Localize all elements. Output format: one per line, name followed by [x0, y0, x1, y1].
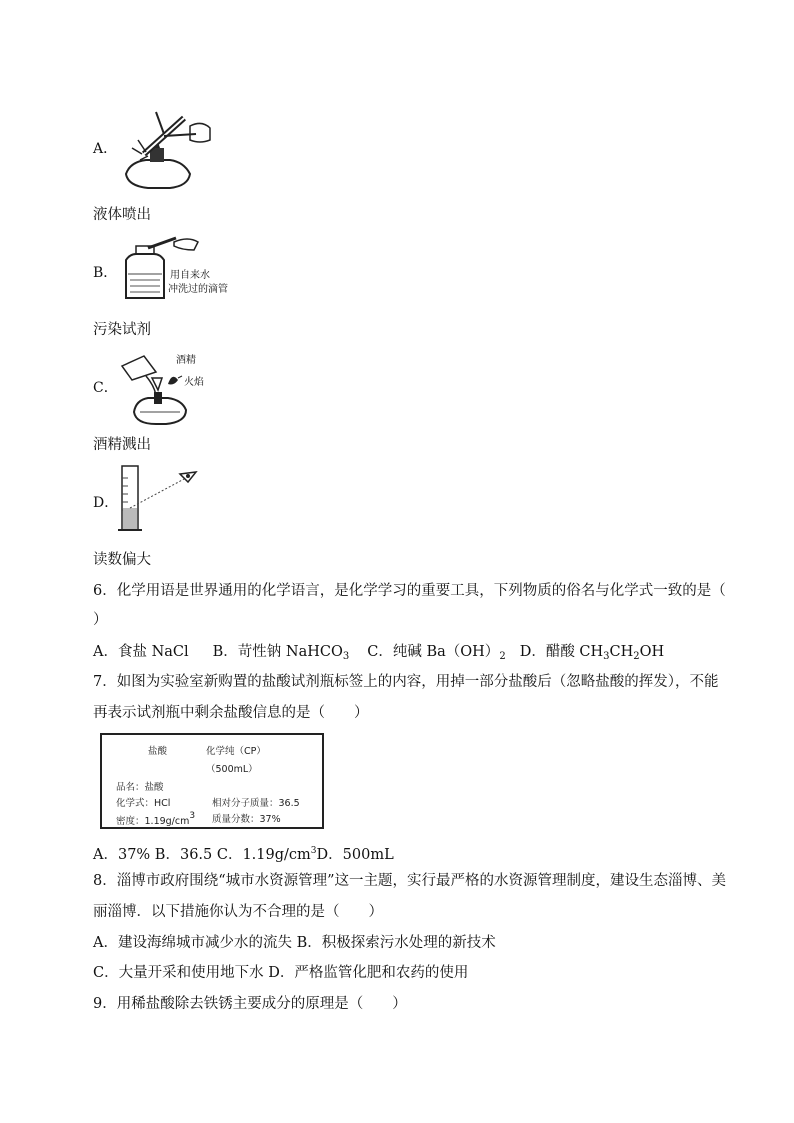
alcohol-lamp-refill-icon	[116, 348, 220, 426]
option-c-label: C．	[93, 380, 118, 396]
q6-option-c: C．纯碱 $Ba(OH)_2$	[367, 644, 506, 662]
label-fraction: 质量分数：37%	[212, 814, 281, 825]
q9-stem: 9．用稀盐酸除去铁锈主要成分的原理是（ ）	[93, 996, 407, 1012]
reagent-label-card	[100, 733, 324, 829]
q6-options	[93, 642, 664, 667]
dropper-caption-line1: 用自来水	[170, 270, 210, 281]
label-density: 密度：$1.19g/cm^3$	[116, 811, 196, 827]
label-formula: 化学式：HCl	[116, 798, 171, 809]
option-d-label: D．	[93, 495, 119, 511]
option-a-caption: 液体喷出	[93, 207, 151, 223]
label-volume: （500mL）	[206, 764, 258, 775]
label-grade: 化学纯（CP）	[206, 746, 266, 757]
label-name: 盐酸	[148, 746, 168, 757]
figure-label-alcohol: 酒精	[176, 355, 196, 366]
test-tube-heating-icon	[118, 104, 214, 192]
q7-stem-line1: 7．如图为实验室新购置的盐酸试剂瓶标签上的内容，用掉一部分盐酸后（忽略盐酸的挥发），不能	[93, 674, 719, 690]
option-a-label: A．	[93, 141, 118, 157]
q6-stem-line1: 6．化学用语是世界通用的化学语言，是化学学习的重要工具，下列物质的俗名与化学式一致的是（	[93, 583, 726, 599]
dropper-caption-line2: 冲洗过的滴管	[168, 284, 228, 295]
q6-stem-line2: ）	[93, 612, 108, 628]
label-molar-mass: 相对分子质量：36.5	[212, 798, 300, 809]
option-c-caption: 酒精溅出	[93, 437, 151, 453]
option-b-caption: 污染试剂	[93, 322, 151, 338]
q6-option-d: D．醋酸 $CH_3CH_2OH$	[519, 644, 665, 662]
q6-option-b: B．苛性钠 NaHCO$_3$	[212, 644, 350, 662]
q7-stem-line2: 再表示试剂瓶中剩余盐酸信息的是（ ）	[93, 705, 369, 721]
q8-stem-line2: 丽淄博．以下措施你认为不合理的是（ ）	[93, 904, 383, 920]
q8-options-line1: A．建设海绵城市减少水的流失 B．积极探索污水处理的新技术	[93, 935, 496, 951]
option-d-caption: 读数偏大	[93, 552, 151, 568]
q6-option-a: A．食盐 NaCl	[93, 644, 189, 660]
q7-options: A．37% B．36.5 C．$1.19g/cm^3D$．500mL	[93, 846, 394, 863]
q8-stem-line1: 8．淄博市政府围绕“城市水资源管理”这一主题，实行最严格的水资源管理制度，建设生态淄博、美	[93, 873, 727, 889]
q8-options-line2: C．大量开采和使用地下水 D．严格监管化肥和农药的使用	[93, 965, 469, 981]
figure-label-flame: 火焰	[184, 377, 204, 388]
option-b-label: B．	[93, 265, 118, 281]
graduated-cylinder-reading-icon	[116, 464, 200, 536]
label-product: 品名：盐酸	[116, 782, 164, 793]
